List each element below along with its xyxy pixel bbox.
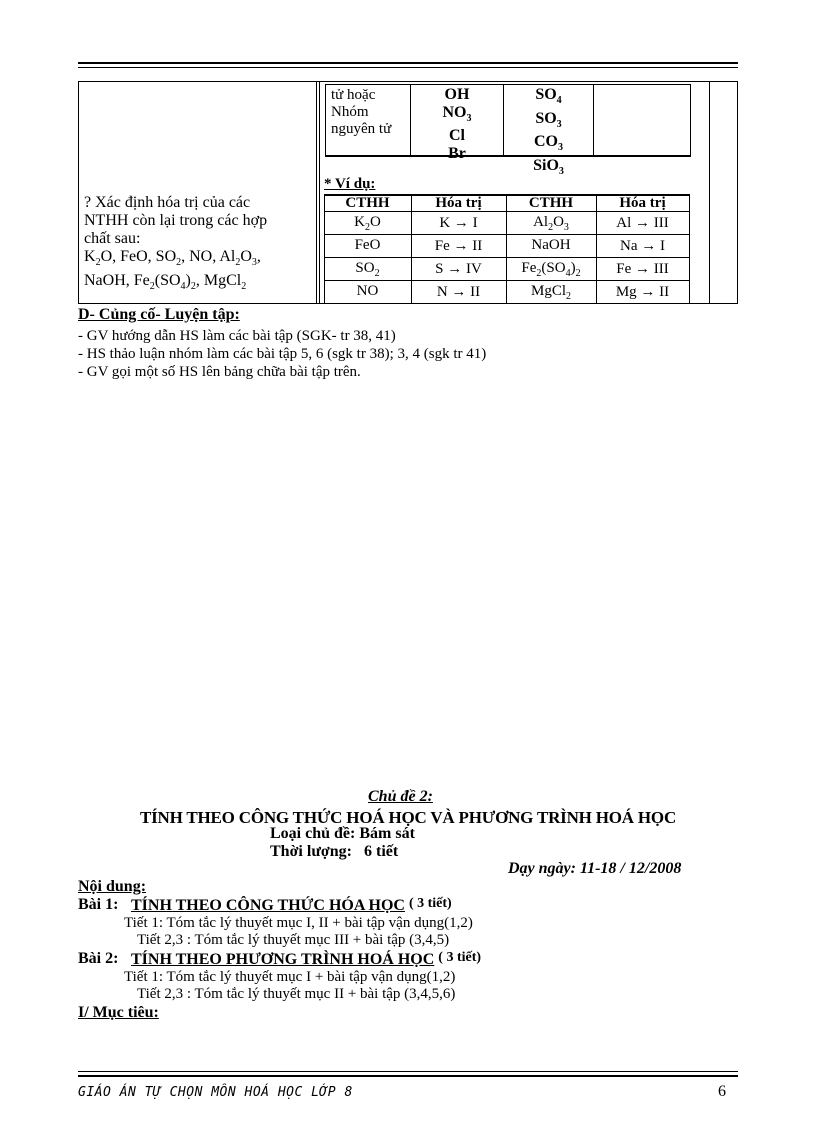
footer-rule-bottom (78, 1075, 738, 1077)
ion-formula: Br (448, 144, 466, 162)
list-item: - GV hướng dẫn HS làm các bài tập (SGK- tr 38, 41) (78, 328, 396, 344)
table-cell-formula: $Al_2O_3$ (533, 214, 569, 233)
ions-column-1 (411, 86, 503, 162)
table-cell-formula: $SO_2$ (355, 260, 380, 279)
table-cell-formula: NaOH (531, 237, 571, 253)
ion-formula: OH (444, 86, 470, 103)
arrow-icon: → (635, 215, 650, 231)
topic-date: Dạy ngày: 11-18 / 12/2008 (508, 860, 682, 877)
table-cell-valence: N → II (436, 284, 481, 300)
arrow-icon: → (451, 284, 467, 300)
topic-type: Loại chủ đề: Bám sát (270, 825, 415, 842)
ion-formula: $NO_3$ (442, 103, 472, 124)
lesson1-label: Bài 1: (78, 896, 119, 913)
example-header: Hóa trị (435, 195, 482, 211)
lesson-table-divider (319, 81, 320, 304)
ions-label: tử hoặc Nhóm nguyên tử (331, 87, 392, 137)
topic-label: Chủ đề 2: (368, 788, 433, 805)
footer-title: GIÁO ÁN TỰ CHỌN MÔN HOÁ HỌC LỚP 8 (78, 1085, 353, 1100)
ions-column-2 (504, 86, 593, 181)
page-number: 6 (718, 1083, 726, 1100)
topic-duration: Thời lượng: 6 tiết (270, 843, 399, 860)
header-rule-top (78, 62, 738, 64)
table-cell-valence: Fe → II (434, 238, 483, 254)
example-header: Hóa trị (619, 195, 666, 211)
ion-formula: Cl (449, 127, 465, 145)
section-d-list (78, 327, 718, 381)
objectives-label: I/ Mục tiêu: (78, 1004, 159, 1021)
arrow-icon: → (635, 261, 650, 277)
ion-formula: $CO_3$ (534, 133, 563, 154)
example-header: CTHH (528, 195, 574, 211)
header-rule-bottom (78, 67, 738, 68)
example-heading: * Ví dụ: (324, 176, 376, 192)
list-item: Tiết 2,3 : Tóm tắc lý thuyết mục II + bài tập (3,4,5,6) (137, 986, 456, 1002)
table-cell-valence: K → I (439, 215, 478, 231)
lesson1-title: TÍNH THEO CÔNG THỨC HÓA HỌC ( 3 tiết) (131, 896, 452, 914)
example-header: CTHH (345, 195, 390, 211)
list-item: - GV gọi một số HS lên bảng chữa bài tập trên. (78, 364, 361, 380)
lesson-table-divider (709, 81, 710, 304)
ion-formula: $SO_4$ (535, 86, 562, 107)
table-cell-valence: Al → III (616, 215, 669, 231)
ion-formula: $SO_3$ (535, 109, 562, 130)
arrow-icon: → (453, 215, 469, 231)
topic-title: TÍNH THEO CÔNG THỨC HOÁ HỌC VÀ PHƯƠNG TRÌNH HOÁ HỌC (139, 808, 677, 827)
arrow-icon: → (447, 261, 463, 277)
lesson2-label: Bài 2: (78, 950, 119, 967)
footer-rule-top (78, 1071, 738, 1072)
table-cell-formula: $Fe_2(SO_4)_2$ (521, 260, 581, 279)
lesson2-items (124, 969, 455, 1003)
list-item: Tiết 1: Tóm tắc lý thuyết mục I, II + bài tập vận dụng(1,2) (124, 915, 473, 931)
table-cell-formula: $K_2O$ (354, 214, 381, 233)
table-cell-formula: MgCl$_2$ (530, 283, 571, 302)
table-cell-valence: S → IV (435, 261, 482, 277)
list-item: Tiết 1: Tóm tắc lý thuyết mục I + bài tập vận dụng(1,2) (124, 969, 456, 985)
arrow-icon: → (453, 238, 469, 254)
valence-question: ? Xác định hóa trị của các NTHH còn lại trong các hợp chất sau: $K_2O$, FeO, $SO_2$, NO, $Al_2O_3$, NaOH, $Fe_2(SO_4)_2$, MgCl$_2$ (84, 194, 268, 293)
lesson1-items (124, 915, 473, 949)
table-cell-formula: NO (356, 283, 379, 299)
lesson2-title: TÍNH THEO PHƯƠNG TRÌNH HOÁ HỌC ( 3 tiết) (131, 950, 482, 968)
list-item: Tiết 2,3 : Tóm tắc lý thuyết mục III + bài tập (3,4,5) (137, 932, 450, 948)
ion-formula: SiO$_3$ (533, 157, 564, 178)
table-cell-valence: Mg → II (615, 284, 670, 300)
content-label: Nội dung: (78, 878, 147, 895)
lesson-table-divider (316, 81, 317, 304)
example-table (324, 194, 690, 304)
arrow-icon: → (641, 238, 657, 254)
table-cell-valence: Na → I (620, 238, 665, 254)
arrow-icon: → (640, 284, 656, 300)
table-cell-valence: Fe → III (616, 261, 669, 277)
section-d-title: D- Củng cố- Luyện tập: (78, 306, 240, 323)
table-cell-formula: FeO (354, 237, 381, 253)
list-item: - HS thảo luận nhóm làm các bài tập 5, 6 (sgk tr 38); 3, 4 (sgk tr 41) (78, 346, 487, 362)
